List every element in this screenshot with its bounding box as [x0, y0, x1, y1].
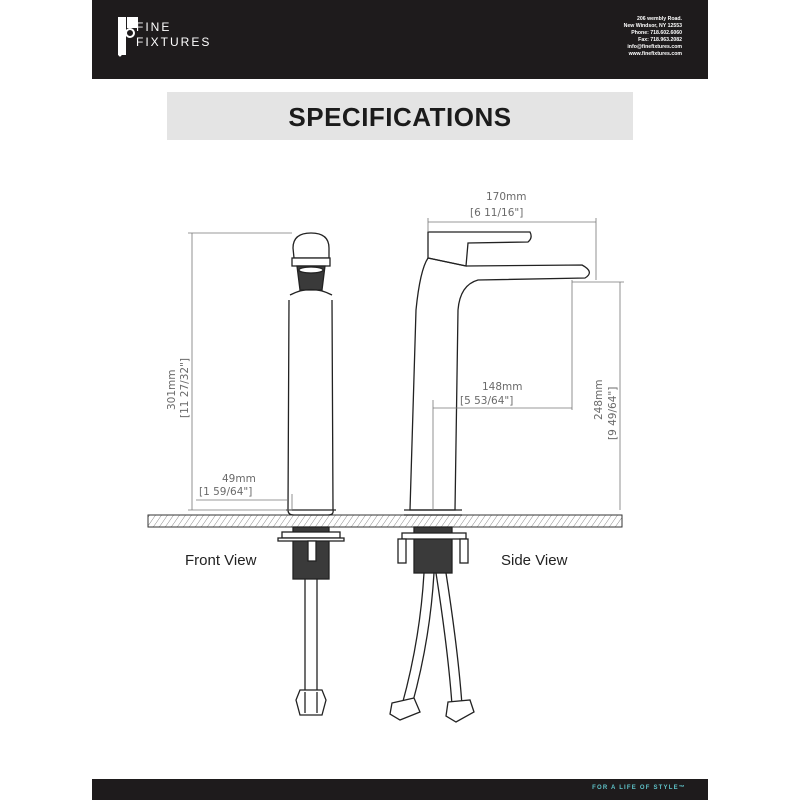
page-title: SPECIFICATIONS: [288, 102, 512, 132]
dim-height-mm: 301mm: [166, 369, 178, 410]
contact-city: New Windsor, NY 12553: [623, 23, 682, 29]
dim-length-mm: 170mm: [486, 191, 527, 203]
brand-name: [136, 20, 211, 50]
dim-spout-height-in: [9 49/64"]: [607, 386, 619, 440]
dim-spout-height-mm: 248mm: [593, 379, 605, 420]
dim-base-width-in: [1 59/64"]: [199, 486, 253, 498]
side-view-faucet: [390, 232, 589, 722]
contact-phone: Phone: 718.602.6060: [631, 30, 682, 36]
contact-website[interactable]: www.finefixtures.com: [628, 51, 682, 57]
dim-reach-mm: 148mm: [482, 381, 523, 393]
contact-email[interactable]: info@finefixtures.com: [627, 44, 682, 50]
side-view-label: Side View: [501, 552, 568, 569]
contact-fax: Fax: 718.963.2082: [638, 37, 682, 43]
brand-line-1: FINE: [136, 20, 172, 34]
dim-base-width-mm: 49mm: [222, 473, 256, 485]
dim-height-in: [11 27/32"]: [179, 358, 191, 418]
dimension-lines: [188, 218, 624, 510]
front-view-label: Front View: [185, 552, 257, 569]
title-banner: [167, 92, 633, 140]
dim-length-in: [6 11/16"]: [470, 207, 524, 219]
contact-street: 206 wembly Road.: [637, 16, 682, 22]
footer-tagline: FOR A LIFE OF STYLE™: [592, 785, 686, 791]
footer-bar: [92, 779, 708, 800]
contact-block: [624, 16, 682, 58]
header-bar: [92, 0, 708, 79]
brand-line-2: FIXTURES: [136, 35, 212, 49]
countertop: [148, 515, 622, 527]
dim-reach-in: [5 53/64"]: [460, 395, 514, 407]
technical-drawing: [0, 150, 800, 770]
dimension-labels: [166, 191, 619, 498]
front-view-faucet: [278, 233, 344, 715]
